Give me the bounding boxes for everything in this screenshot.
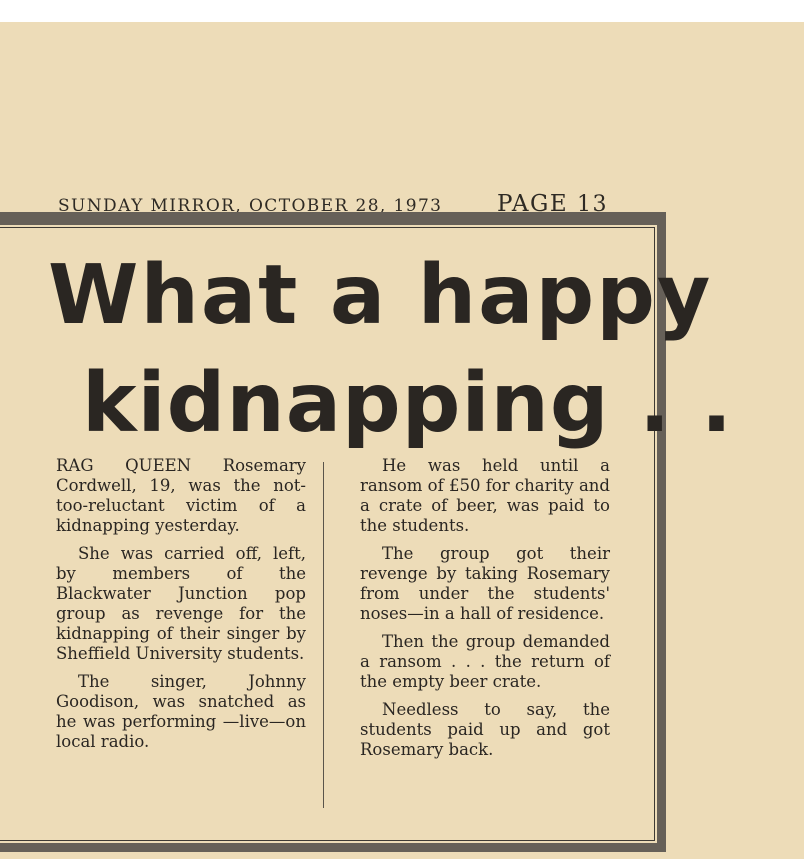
paragraph: The group got their revenge by taking Rosemary from under the students' noses—in a hall of residence. [360, 544, 610, 623]
paragraph: She was carried off, left, by members of the Blackwater Junction pop group as revenge for the kidnapping of their singer by Sheffield University students. [56, 544, 306, 663]
publication-dateline: SUNDAY MIRROR, OCTOBER 28, 1973 [58, 196, 443, 216]
paragraph: Needless to say, the students paid up and got Rosemary back. [360, 700, 610, 759]
page-number: 13 [577, 192, 608, 217]
headline-line-2: kidnapping . . [82, 356, 734, 451]
page-word: PAGE [497, 191, 569, 217]
article-column-right [360, 456, 610, 768]
paragraph: Then the group demanded a ransom . . . the return of the empty beer crate. [360, 632, 610, 691]
article-column-left [56, 456, 306, 760]
paragraph: He was held until a ransom of £50 for charity and a crate of beer, was paid to the students. [360, 456, 610, 535]
paragraph: RAG QUEEN Rosemary Cordwell, 19, was the not-too-reluctant victim of a kidnapping yesterday. [56, 456, 306, 535]
headline-line-1: What a happy [48, 248, 713, 343]
paragraph: The singer, Johnny Goodison, was snatched as he was performing —live—on local radio. [56, 672, 306, 751]
column-divider [323, 462, 324, 808]
